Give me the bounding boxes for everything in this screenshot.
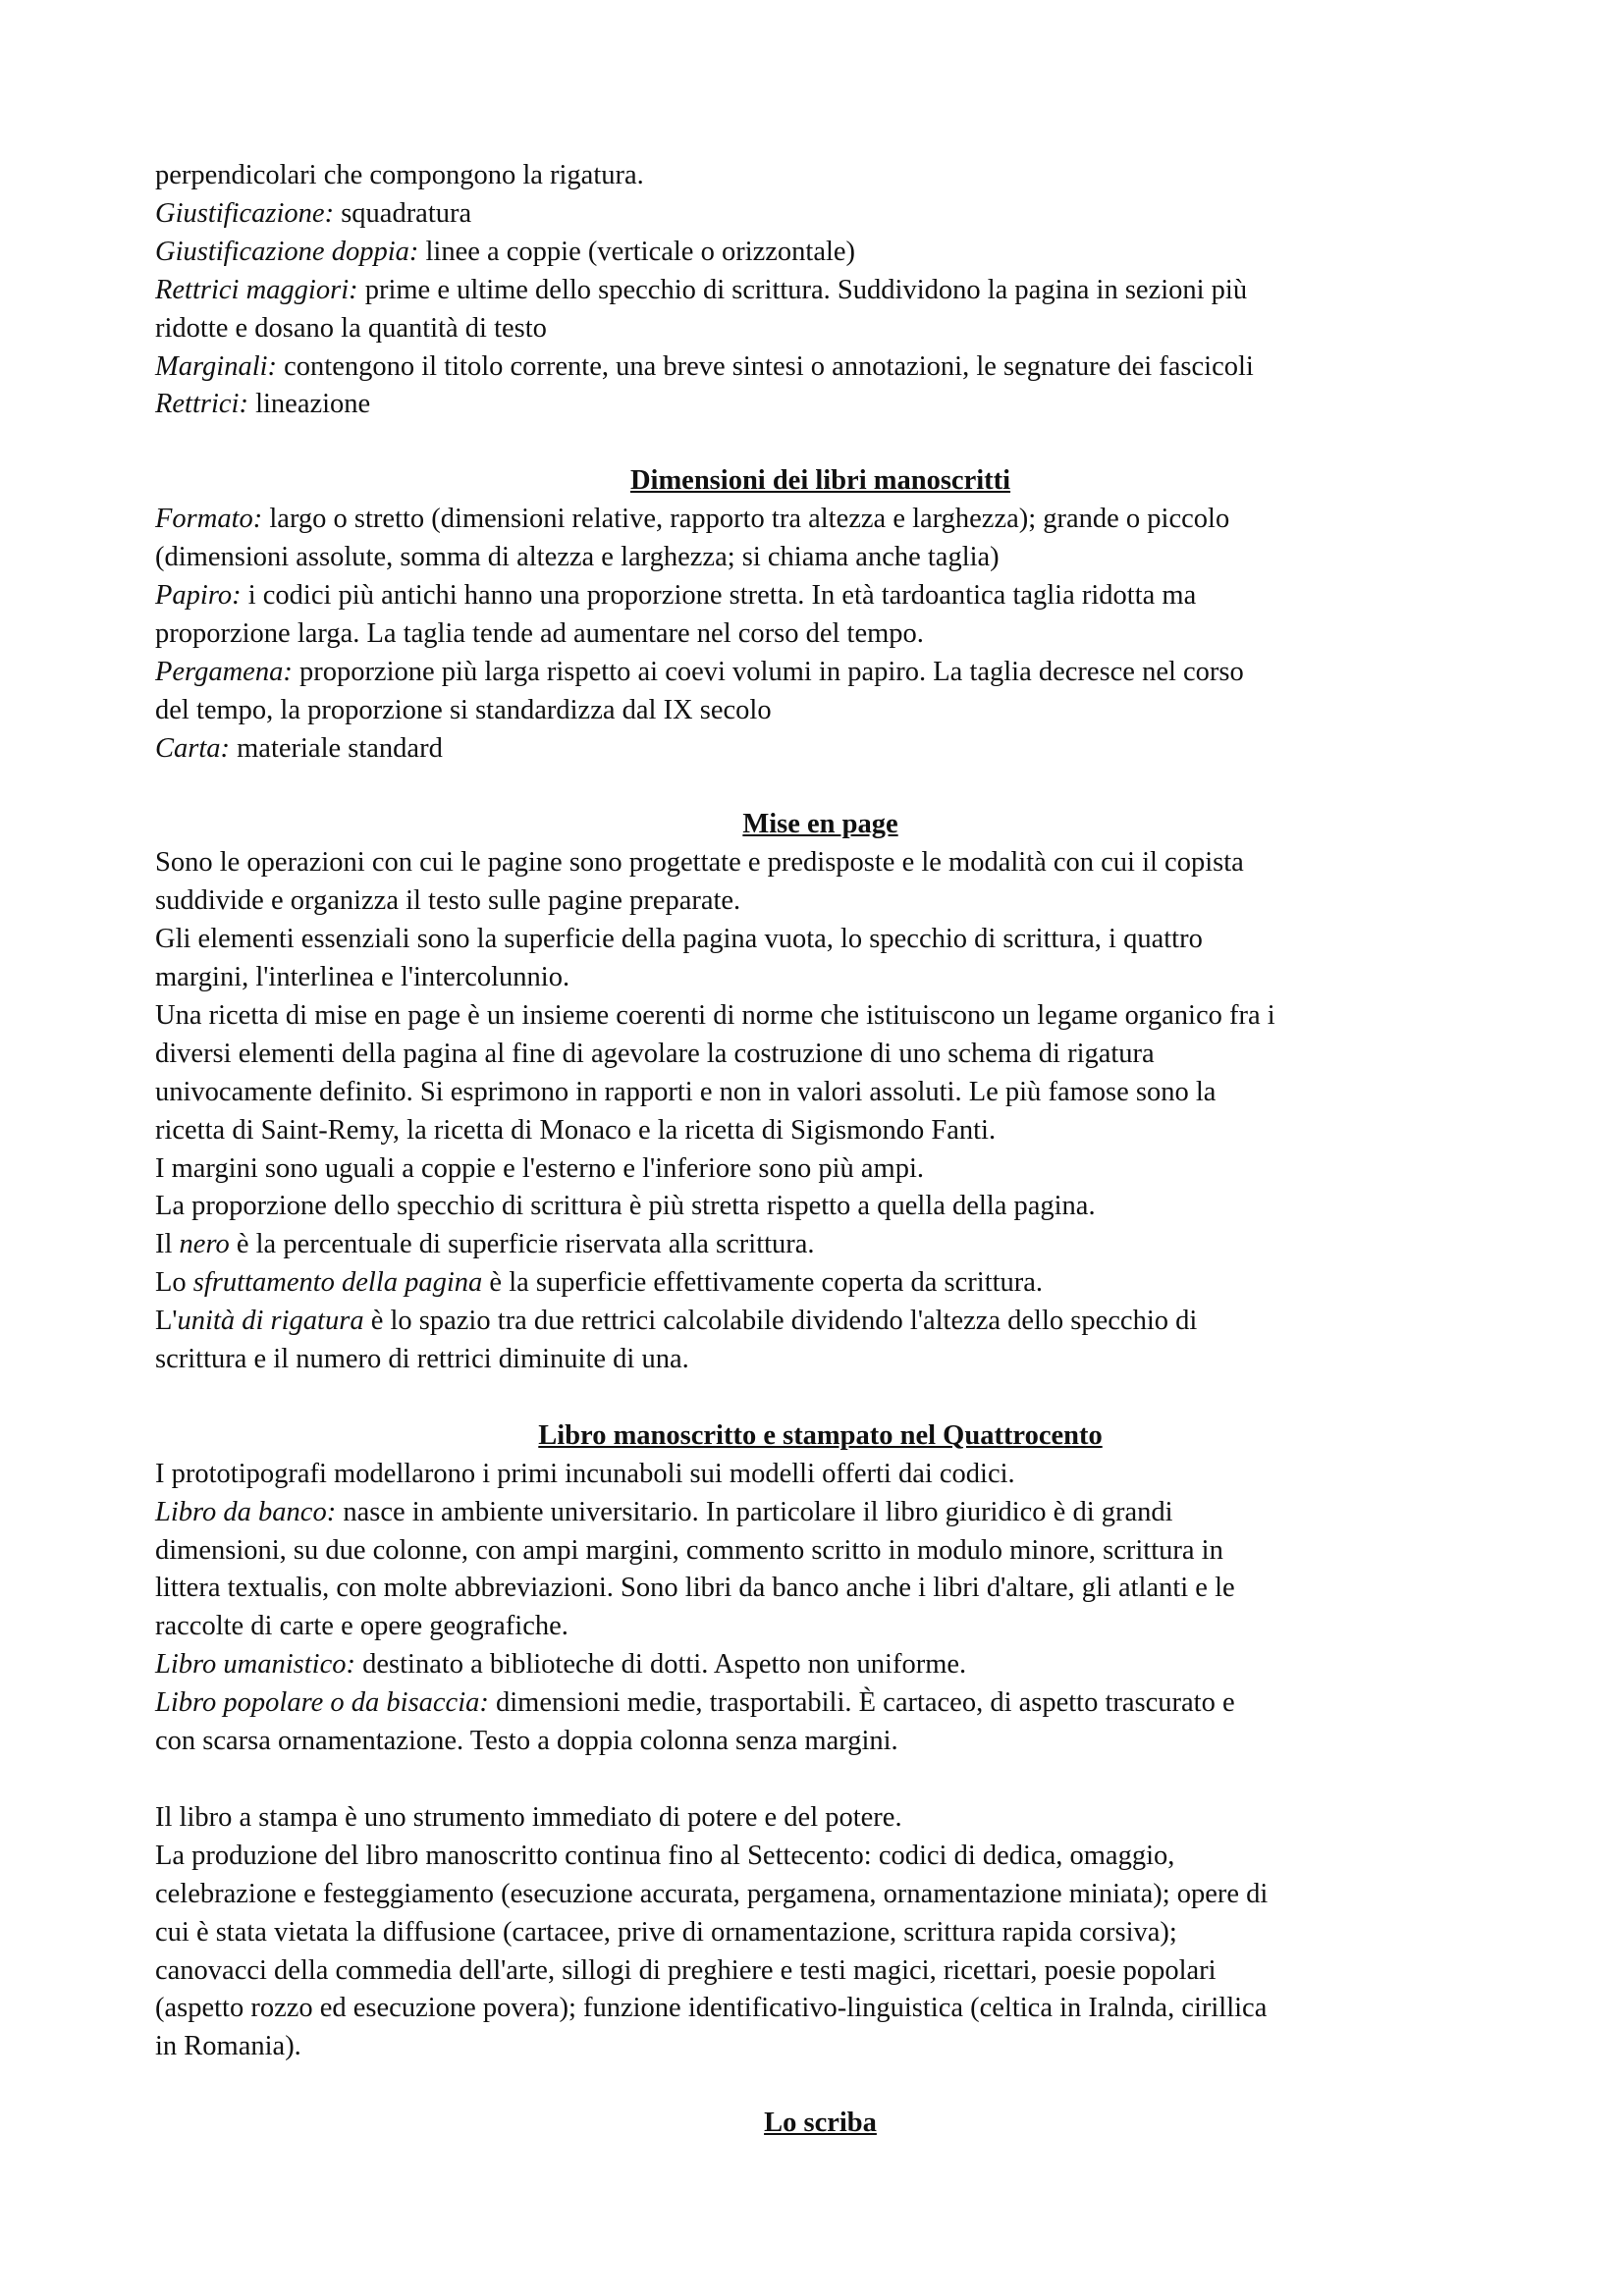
text-line	[155, 1112, 1486, 1150]
term-label: Pergamena:	[155, 656, 293, 687]
line-text: lineazione	[247, 389, 371, 420]
line-text: proporzione larga. La taglia tende ad aumentare nel corso del tempo.	[155, 617, 924, 649]
term-label: Giustificazione:	[155, 197, 335, 229]
paragraph-gap	[155, 424, 1486, 462]
term-label: Rettrici maggiori:	[155, 274, 358, 305]
text-line	[155, 1799, 1486, 1838]
line-text: contengono il titolo corrente, una breve sintesi o annotazioni, le segnature dei fascicoli	[277, 350, 1254, 382]
line-text: materiale standard	[230, 732, 443, 764]
text-line	[155, 1456, 1486, 1494]
line-text: univocamente definito. Si esprimono in rapporti e non in valori assoluti. Le più famose sono la	[155, 1076, 1217, 1107]
term-label: Libro umanistico:	[155, 1649, 355, 1681]
line-text: scrittura e il numero di rettrici diminuite di una.	[155, 1344, 689, 1375]
text-line	[155, 195, 1486, 234]
term-label: sfruttamento della pagina	[192, 1267, 483, 1299]
line-text: ridotte e dosano la quantità di testo	[155, 312, 547, 344]
line-text: destinato a biblioteche di dotti. Aspetto non uniforme.	[355, 1649, 967, 1681]
line-text: I prototipografi modellarono i primi incunaboli sui modelli offerti dai codici.	[155, 1458, 1015, 1489]
line-text: è la superficie effettivamente coperta da scrittura.	[482, 1267, 1044, 1299]
term-label: Carta:	[155, 732, 231, 764]
text-line	[155, 272, 1486, 310]
line-text: Sono le operazioni con cui le pagine sono progettate e predisposte e le modalità con cui il copista	[155, 847, 1244, 879]
text-line	[155, 692, 1486, 730]
line-prefix: Lo	[155, 1267, 193, 1299]
text-line	[155, 1303, 1486, 1341]
text-line	[155, 1990, 1486, 2028]
text-line	[155, 1723, 1486, 1761]
text-line	[155, 882, 1486, 921]
text-line	[155, 1188, 1486, 1226]
text-line	[155, 1494, 1486, 1532]
text-line	[155, 959, 1486, 997]
term-label: Marginali:	[155, 350, 278, 382]
text-line	[155, 1646, 1486, 1684]
line-text: celebrazione e festeggiamento (esecuzione accurata, pergamena, ornamentazione miniata); opere di	[155, 1878, 1269, 1909]
text-line	[155, 1341, 1486, 1379]
line-text: cui è stata vietata la diffusione (cartacee, prive di ornamentazione, scrittura rapida corsiva);	[155, 1916, 1177, 1948]
text-line	[155, 539, 1486, 577]
line-text: littera textualis, con molte abbreviazioni. Sono libri da banco anche i libri d'altare, gli atlanti e le	[155, 1573, 1235, 1604]
line-text: i codici più antichi hanno una proporzione stretta. In età tardoantica taglia ridotta ma	[241, 579, 1197, 611]
line-text: in Romania).	[155, 2031, 301, 2062]
text-line	[155, 1264, 1486, 1303]
text-line	[155, 1876, 1486, 1914]
section-heading: Mise en page	[742, 809, 898, 840]
text-line	[155, 234, 1486, 272]
text-line	[155, 310, 1486, 348]
line-text: raccolte di carte e opere geografiche.	[155, 1611, 568, 1642]
line-text: (aspetto rozzo ed esecuzione povera); funzione identificativo-linguistica (celtica in Iralnda, cirillica	[155, 1993, 1268, 2024]
line-text: (dimensioni assolute, somma di altezza e larghezza; si chiama anche taglia)	[155, 542, 1000, 573]
line-text: diversi elementi della pagina al fine di agevolare la costruzione di uno schema di rigatura	[155, 1038, 1155, 1069]
line-text: canovacci della commedia dell'arte, sillogi di preghiere e testi magici, ricettari, poesie popolari	[155, 1954, 1217, 1986]
term-label: Rettrici:	[155, 389, 248, 420]
text-line	[155, 921, 1486, 959]
line-prefix: Il	[155, 1229, 180, 1260]
line-text: linee a coppie (verticale o orizzontale)	[418, 236, 856, 267]
term-label: Libro popolare o da bisaccia:	[155, 1687, 489, 1719]
text-line	[155, 1684, 1486, 1723]
text-line	[155, 1838, 1486, 1876]
text-line	[155, 1036, 1486, 1074]
text-line	[155, 997, 1486, 1036]
text-line	[155, 157, 1486, 195]
text-line	[155, 1532, 1486, 1571]
line-text: è la percentuale di superficie riservata alla scrittura.	[229, 1229, 815, 1260]
paragraph-gap	[155, 1761, 1486, 1799]
line-text: Una ricetta di mise en page è un insieme coerenti di norme che istituiscono un legame organico fra i	[155, 999, 1275, 1031]
line-text: proporzione più larga rispetto ai coevi volumi in papiro. La taglia decresce nel corso	[292, 656, 1244, 687]
text-line	[155, 386, 1486, 424]
line-text: La proporzione dello specchio di scrittura è più stretta rispetto a quella della pagina.	[155, 1191, 1096, 1222]
line-text: largo o stretto (dimensioni relative, rapporto tra altezza e larghezza); grande o piccolo	[262, 504, 1230, 535]
text-line	[155, 654, 1486, 692]
text-line	[155, 1914, 1486, 1952]
term-label: nero	[179, 1229, 230, 1260]
text-line	[155, 1952, 1486, 1991]
text-line	[155, 615, 1486, 654]
text-line	[155, 2028, 1486, 2066]
line-text: I margini sono uguali a coppie e l'esterno e l'inferiore sono più ampi.	[155, 1152, 924, 1184]
text-line	[155, 1570, 1486, 1608]
line-prefix: L'	[155, 1306, 178, 1337]
paragraph-gap	[155, 2066, 1486, 2105]
line-text: ricetta di Saint-Remy, la ricetta di Monaco e la ricetta di Sigismondo Fanti.	[155, 1114, 997, 1146]
term-label: Papiro:	[155, 579, 242, 611]
text-line	[155, 501, 1486, 539]
text-line	[155, 730, 1486, 769]
line-text: perpendicolari che compongono la rigatura.	[155, 160, 644, 190]
paragraph-gap	[155, 768, 1486, 806]
line-text: squadratura	[334, 197, 472, 229]
document-body	[155, 157, 1486, 2143]
line-text: dimensioni, su due colonne, con ampi margini, commento scritto in modulo minore, scrittura in	[155, 1534, 1223, 1566]
line-text: del tempo, la proporzione si standardizza dal IX secolo	[155, 694, 772, 725]
line-text: nasce in ambiente universitario. In particolare il libro giuridico è di grandi	[336, 1496, 1173, 1527]
term-label: Giustificazione doppia:	[155, 236, 419, 267]
text-line	[155, 348, 1486, 387]
term-label: Formato:	[155, 504, 263, 535]
section-heading: Libro manoscritto e stampato nel Quattrocento	[538, 1419, 1103, 1451]
line-text: Gli elementi essenziali sono la superficie della pagina vuota, lo specchio di scrittura, i quattro	[155, 924, 1203, 955]
text-line	[155, 1074, 1486, 1112]
text-line	[155, 844, 1486, 882]
text-line	[155, 1608, 1486, 1646]
line-text: è lo spazio tra due rettrici calcolabile dividendo l'altezza dello specchio di	[363, 1306, 1198, 1337]
line-text: con scarsa ornamentazione. Testo a doppia colonna senza margini.	[155, 1726, 898, 1757]
line-text: suddivide e organizza il testo sulle pagine preparate.	[155, 885, 741, 917]
section-heading: Lo scriba	[764, 2108, 877, 2139]
text-line	[155, 1226, 1486, 1264]
line-text: dimensioni medie, trasportabili. È cartaceo, di aspetto trascurato e	[488, 1687, 1235, 1719]
line-text: La produzione del libro manoscritto continua fino al Settecento: codici di dedica, omaggio,	[155, 1840, 1175, 1871]
line-text: prime e ultime dello specchio di scrittura. Suddividono la pagina in sezioni più	[357, 274, 1248, 305]
line-text: Il libro a stampa è uno strumento immediato di potere e del potere.	[155, 1801, 902, 1833]
section-heading: Dimensioni dei libri manoscritti	[629, 465, 1011, 497]
text-line	[155, 577, 1486, 615]
text-line	[155, 1150, 1486, 1189]
line-text: margini, l'interlinea e l'intercolunnio.	[155, 962, 570, 992]
paragraph-gap	[155, 1379, 1486, 1417]
term-label: unità di rigatura	[177, 1306, 364, 1337]
term-label: Libro da banco:	[155, 1496, 337, 1527]
